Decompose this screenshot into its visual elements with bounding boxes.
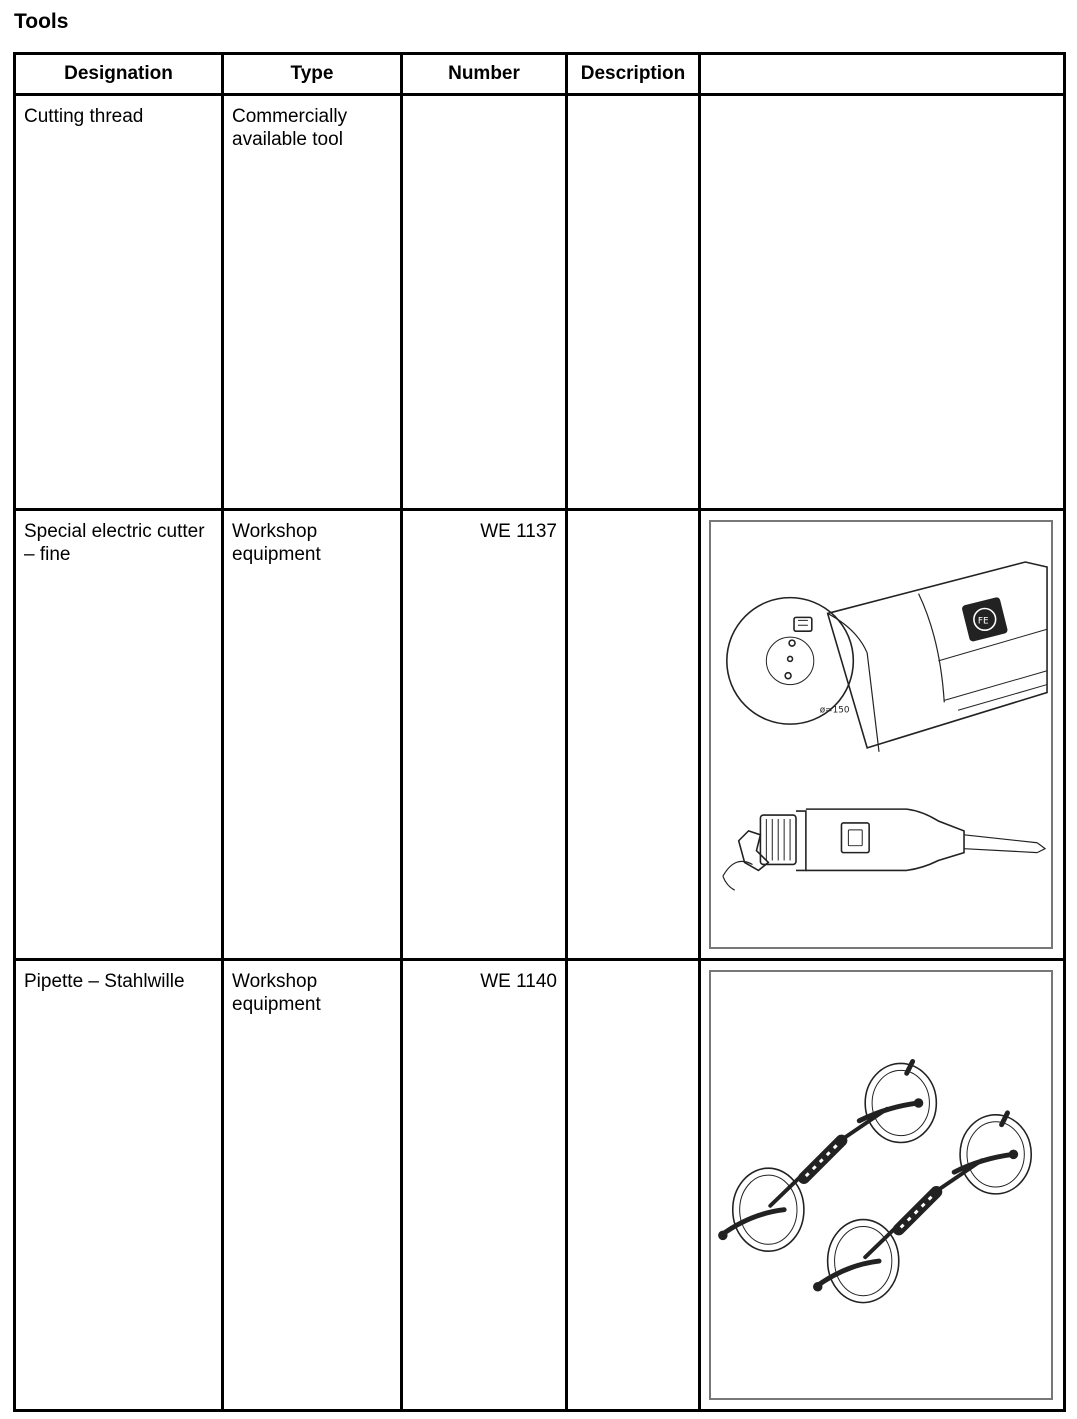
table-row: [15, 960, 1065, 1411]
cell-number: WE 1140: [402, 960, 567, 1411]
cell-description: [567, 510, 700, 960]
cell-designation: Cutting thread: [15, 95, 223, 510]
table-row: [15, 95, 1065, 510]
cell-image: [700, 960, 1065, 1411]
cell-designation: Special electric cutter – fine: [15, 510, 223, 960]
header-description: Description: [567, 54, 700, 95]
header-designation: Designation: [15, 54, 223, 95]
table-row: [15, 510, 1065, 960]
cell-type: Workshop equipment: [223, 960, 402, 1411]
cell-number: WE 1137: [402, 510, 567, 960]
svg-text:FE: FE: [977, 616, 989, 627]
cell-number: [402, 95, 567, 510]
header-type: Type: [223, 54, 402, 95]
header-image: [700, 54, 1065, 95]
table-header-row: [15, 54, 1065, 95]
cell-description: [567, 95, 700, 510]
electric-cutter-illustration-icon: [709, 520, 1053, 949]
page-title: Tools: [14, 10, 69, 33]
suction-cup-lifter-illustration-icon: [709, 970, 1053, 1400]
cell-type: Commercially available tool: [223, 95, 402, 510]
cell-image: [700, 95, 1065, 510]
header-number: Number: [402, 54, 567, 95]
cell-description: [567, 960, 700, 1411]
cell-designation: Pipette – Stahlwille: [15, 960, 223, 1411]
svg-text:ø=150: ø=150: [819, 705, 850, 716]
cell-type: Workshop equipment: [223, 510, 402, 960]
tools-table: [13, 52, 1066, 1412]
cell-image: [700, 510, 1065, 960]
